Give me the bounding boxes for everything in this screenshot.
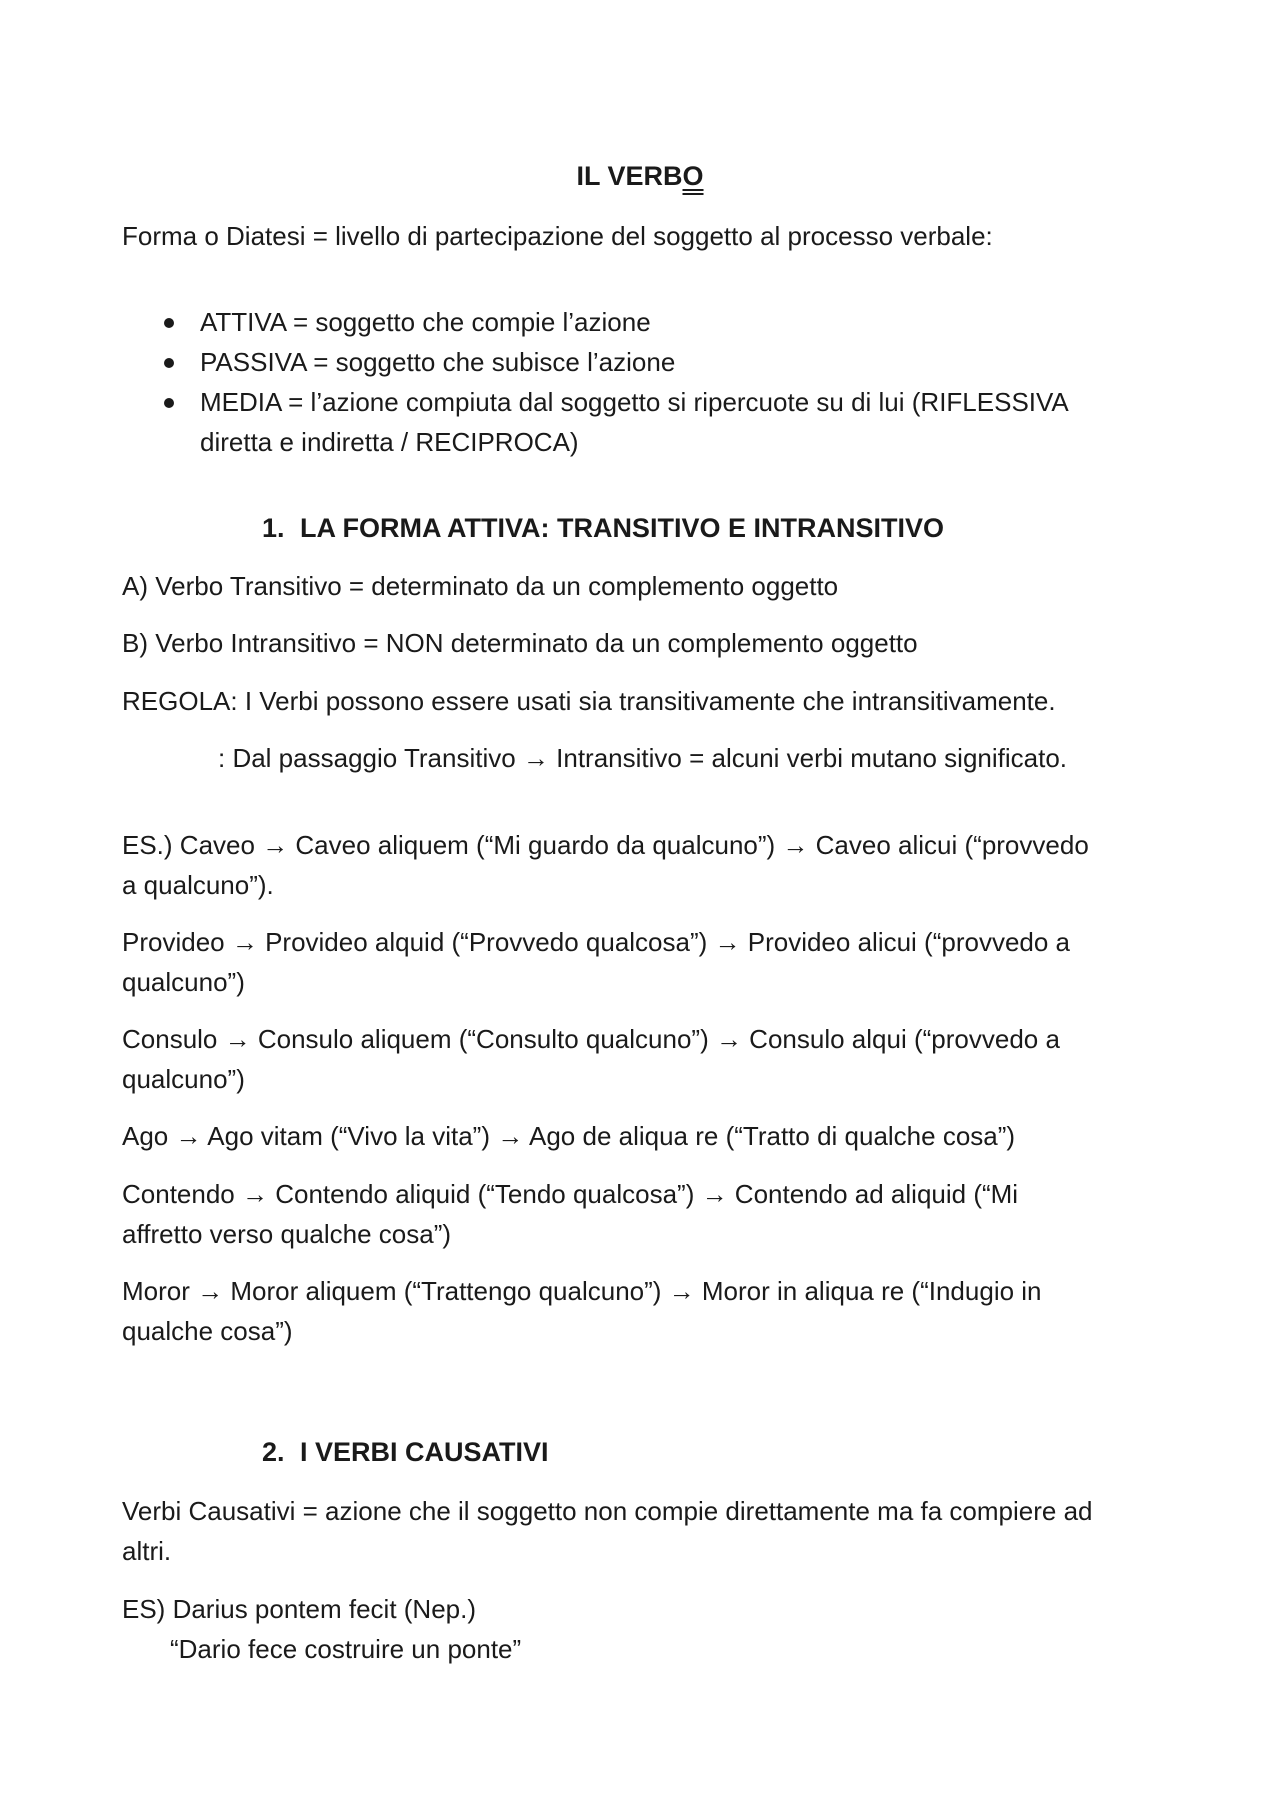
paragraph-regola: REGOLA: I Verbi possono essere usati sia transitivamente che intransitivamente. — [122, 686, 1056, 716]
paragraph-regola-note: : Dal passaggio Transitivo → Intransitivo = alcuni verbi mutano significato. — [218, 743, 1068, 773]
list-item-continuation: diretta e indiretta / RECIPROCA) — [200, 427, 579, 457]
bullet-icon — [164, 358, 174, 368]
list-item: ATTIVA = soggetto che compie l’azione — [160, 302, 1120, 342]
section-heading-1: 1. LA FORMA ATTIVA: TRANSITIVO E INTRANSITIVO — [262, 513, 944, 543]
example-line: affretto verso qualche cosa”) — [122, 1219, 452, 1249]
example-latin: ES) Darius pontem fecit (Nep.) — [122, 1594, 477, 1624]
bullet-icon — [164, 318, 174, 328]
bullet-icon — [164, 398, 174, 408]
list-item: MEDIA = l’azione compiuta dal soggetto si ripercuote su di lui (RIFLESSIVA — [160, 382, 1120, 422]
list-item: PASSIVA = soggetto che subisce l’azione — [160, 342, 1120, 382]
example-line: Provideo → Provideo alquid (“Provvedo qualcosa”) → Provideo alicui (“provvedo a — [122, 927, 1071, 957]
example-line: Contendo → Contendo aliquid (“Tendo qualcosa”) → Contendo ad aliquid (“Mi — [122, 1179, 1019, 1209]
example-line: Consulo → Consulo aliquem (“Consulto qualcuno”) → Consulo alqui (“provvedo a — [122, 1024, 1060, 1054]
diatesi-list — [160, 302, 1120, 462]
paragraph-transitivo: A) Verbo Transitivo = determinato da un complemento oggetto — [122, 571, 839, 601]
title-text: IL VERB — [576, 161, 683, 191]
paragraph-causativi: Verbi Causativi = azione che il soggetto non compie direttamente ma fa compiere ad — [122, 1496, 1093, 1526]
paragraph-causativi-cont: altri. — [122, 1536, 172, 1566]
page-title — [0, 158, 1280, 194]
example-line: qualche cosa”) — [122, 1316, 293, 1346]
title-last-letter: O — [682, 161, 704, 191]
section-heading-2: 2. I VERBI CAUSATIVI — [262, 1437, 549, 1467]
example-translation: “Dario fece costruire un ponte” — [170, 1634, 522, 1664]
example-line: qualcuno”) — [122, 967, 245, 997]
paragraph-intransitivo: B) Verbo Intransitivo = NON determinato da un complemento oggetto — [122, 628, 918, 658]
example-line: a qualcuno”). — [122, 870, 274, 900]
intro-paragraph: Forma o Diatesi = livello di partecipazione del soggetto al processo verbale: — [122, 221, 993, 251]
example-line: ES.) Caveo → Caveo aliquem (“Mi guardo da qualcuno”) → Caveo alicui (“provvedo — [122, 830, 1089, 860]
example-line: qualcuno”) — [122, 1064, 245, 1094]
example-line: Ago → Ago vitam (“Vivo la vita”) → Ago de aliqua re (“Tratto di qualche cosa”) — [122, 1121, 1016, 1151]
example-line: Moror → Moror aliquem (“Trattengo qualcuno”) → Moror in aliqua re (“Indugio in — [122, 1276, 1042, 1306]
